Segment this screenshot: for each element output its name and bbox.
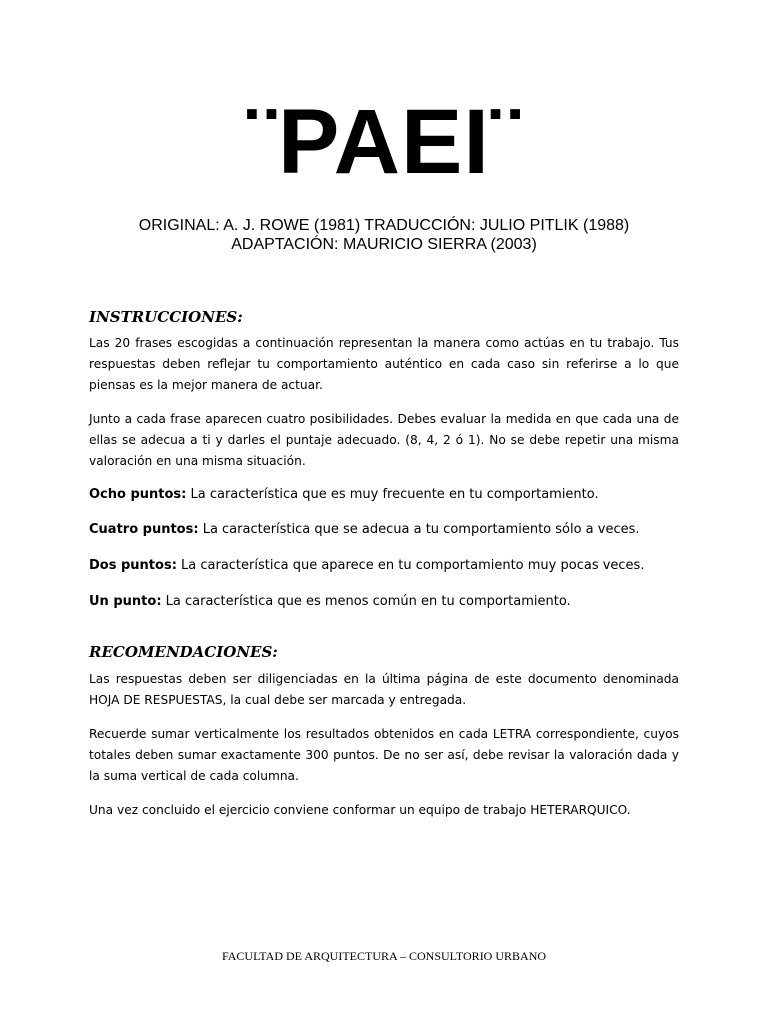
score-description: La característica que es menos común en tu comportamiento. — [161, 594, 571, 609]
recomendaciones-heading: RECOMENDACIONES: — [89, 643, 278, 661]
score-definition-uno — [89, 592, 689, 612]
score-description: La característica que aparece en tu comportamiento muy pocas veces. — [176, 558, 645, 573]
recomendaciones-paragraph-3: Una vez concluido el ejercicio conviene conformar un equipo de trabajo HETERARQUICO. — [89, 803, 631, 817]
score-term-separator: : — [193, 522, 199, 537]
instrucciones-heading: INSTRUCCIONES: — [89, 308, 243, 326]
document-title: ¨PAEI¨ — [246, 91, 522, 193]
score-term: Un punto — [89, 594, 157, 609]
instrucciones-paragraph-1: Las 20 frases escogidas a continuación representan la manera como actúas en tu trabajo. Tus respuestas deben reflejar tu comportamiento auténtico en cada caso sin referirse a lo que piensas es la mejor manera de actuar. — [89, 336, 679, 392]
page-footer: FACULTAD DE ARQUITECTURA – CONSULTORIO URBANO — [221, 949, 547, 963]
score-term-separator: : — [171, 558, 177, 573]
score-term: Cuatro puntos — [89, 522, 194, 537]
recomendaciones-paragraph-2: Recuerde sumar verticalmente los resultados obtenidos en cada LETRA correspondiente, cuyos totales deben sumar exactamente 300 puntos. De no ser así, debe revisar la valoración dada y la suma vertical de cada columna. — [89, 727, 679, 783]
score-definition-ocho — [89, 485, 689, 505]
credits-line-original: ORIGINAL: A. J. ROWE (1981) TRADUCCIÓN: JULIO PITLIK (1988) — [138, 217, 630, 234]
score-definition-cuatro — [89, 520, 689, 540]
score-term: Ocho puntos — [89, 487, 182, 502]
score-definition-dos — [89, 556, 689, 576]
score-description: La característica que es muy frecuente en tu comportamiento. — [186, 487, 599, 502]
credits-block — [0, 216, 768, 254]
score-description: La característica que se adecua a tu comportamiento sólo a veces. — [198, 522, 640, 537]
score-term-separator: : — [181, 487, 187, 502]
score-term: Dos puntos — [89, 558, 172, 573]
recomendaciones-paragraph-1: Las respuestas deben ser diligenciadas en la última página de este documento denominada HOJA DE RESPUESTAS, la cual debe ser marcada y entregada. — [89, 672, 679, 707]
instrucciones-paragraph-2: Junto a cada frase aparecen cuatro posibilidades. Debes evaluar la medida en que cada una de ellas se adecua a ti y darles el puntaje adecuado. (8, 4, 2 ó 1). No se debe repetir una misma valoración en una misma situación. — [89, 412, 679, 468]
score-term-separator: : — [156, 594, 162, 609]
credits-line-adaptation: ADAPTACIÓN: MAURICIO SIERRA (2003) — [231, 236, 537, 253]
